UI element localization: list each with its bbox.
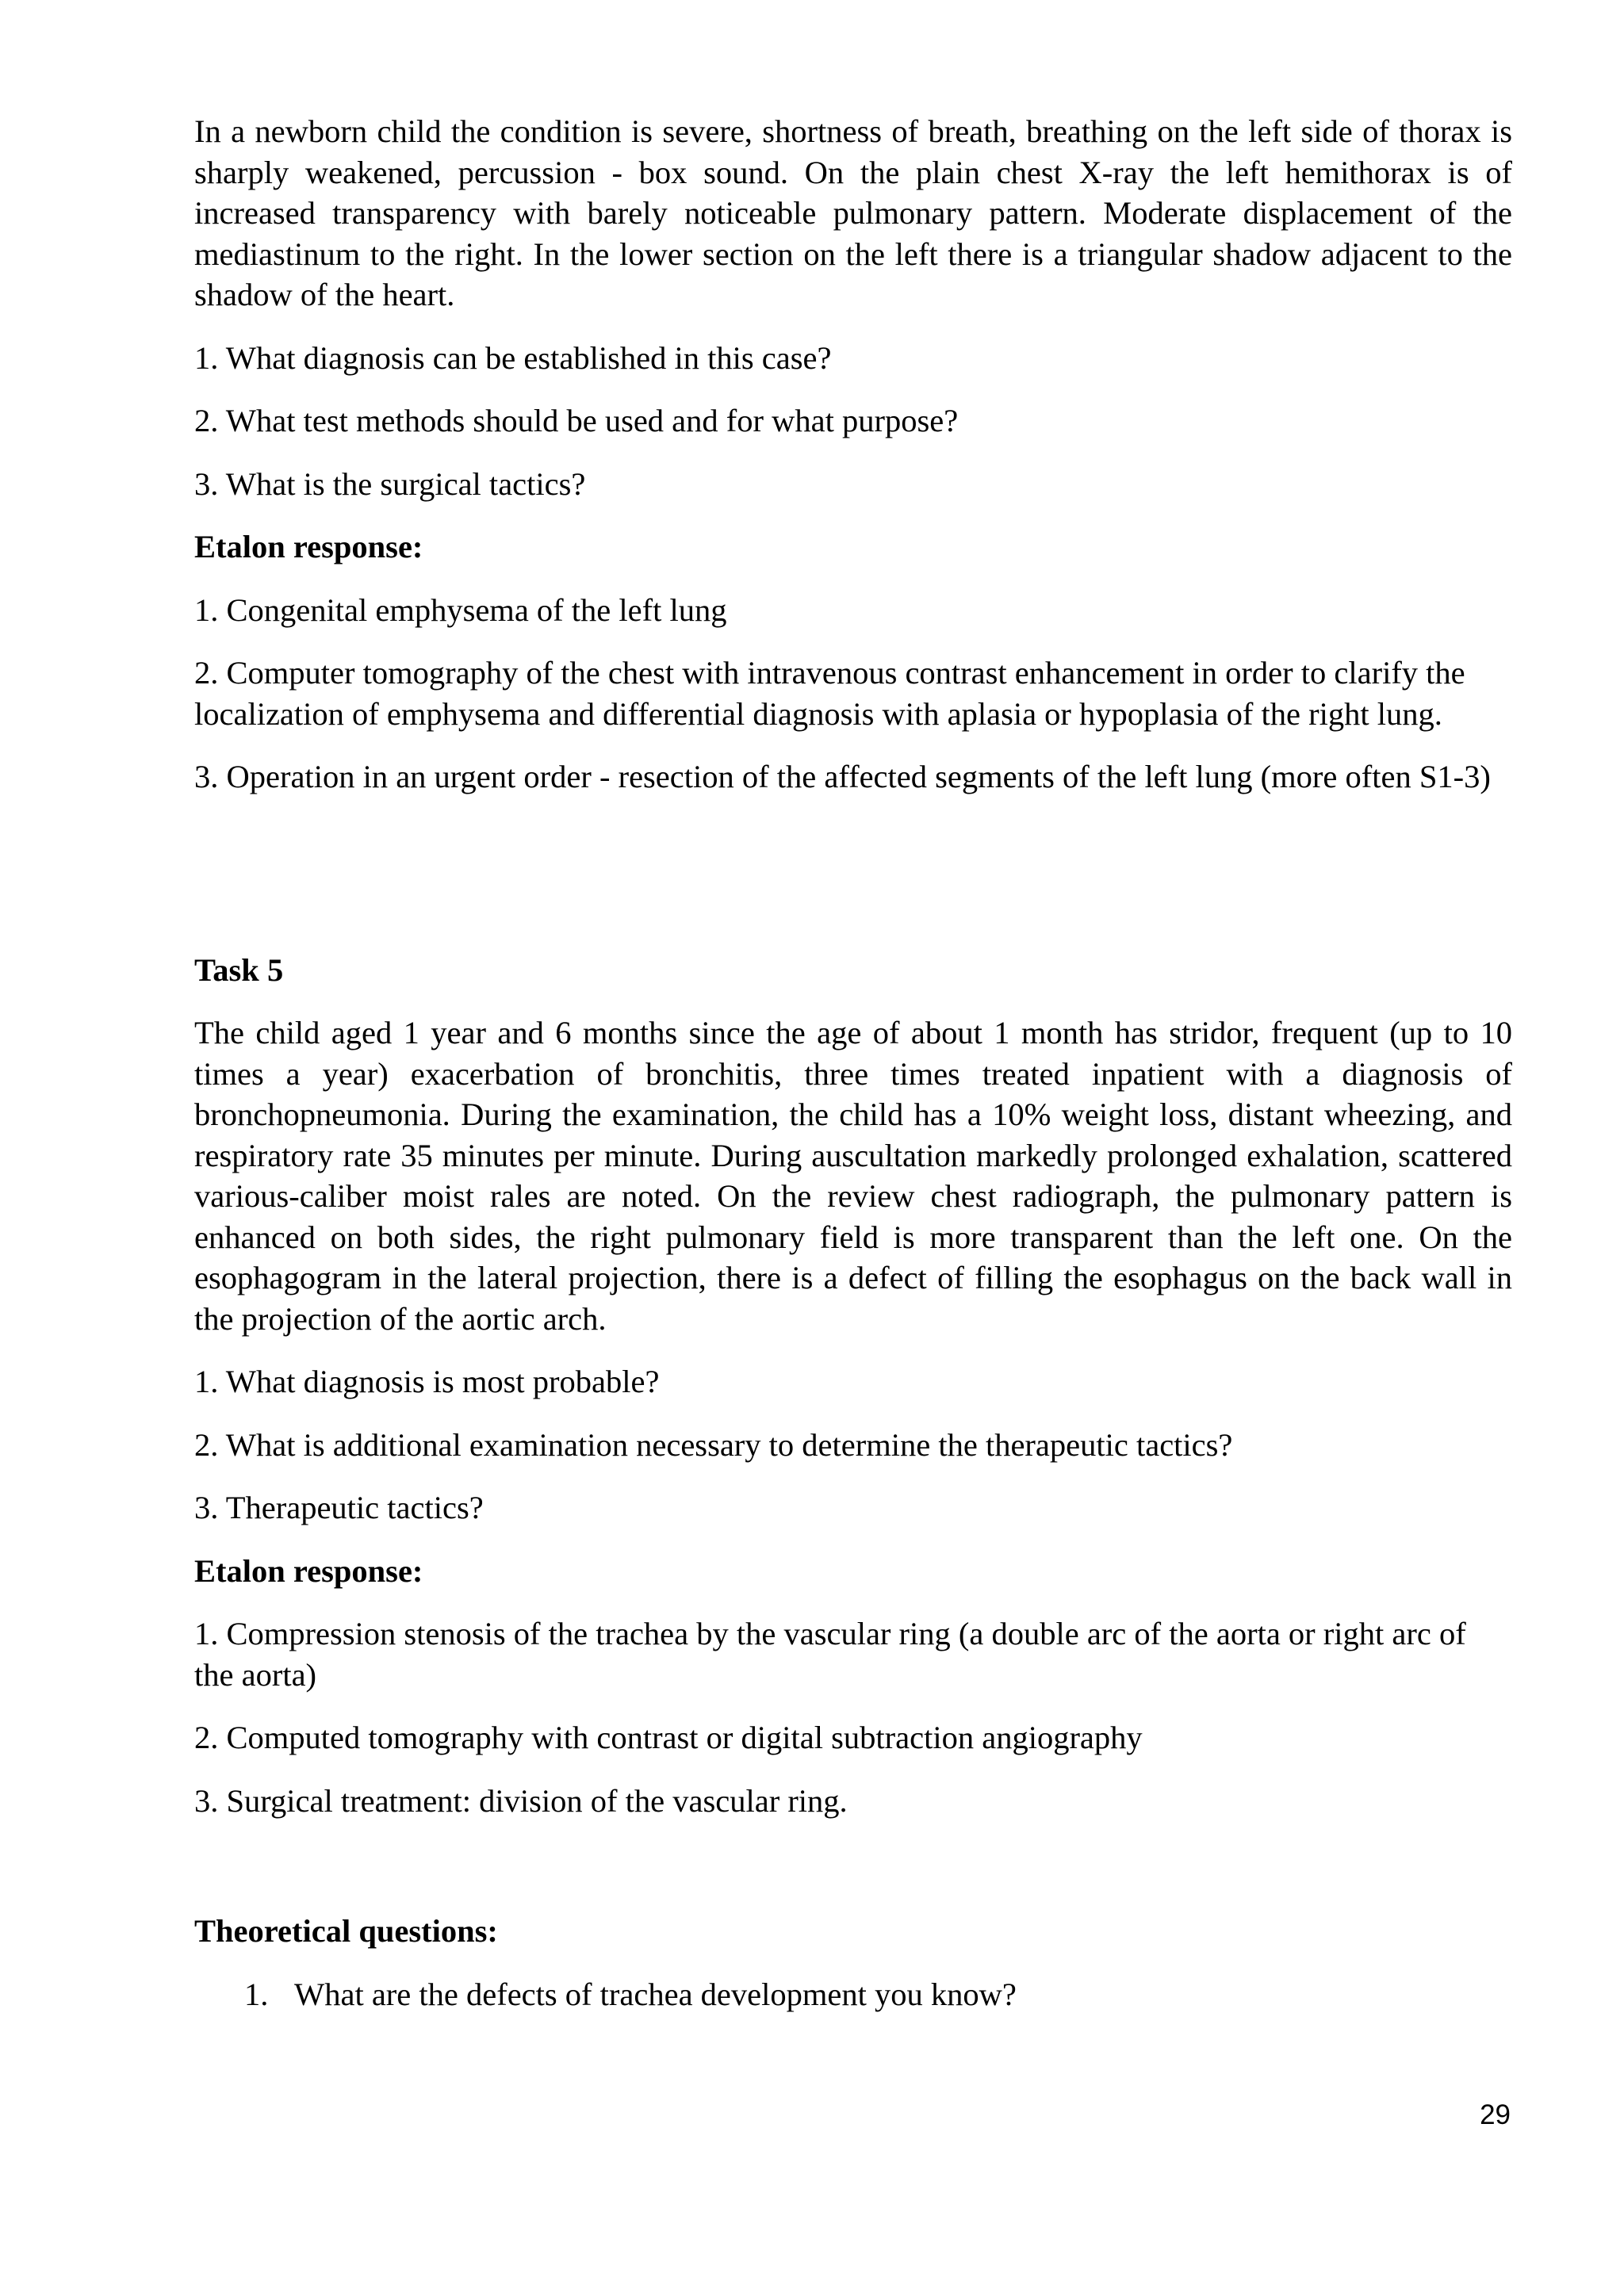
task4-answer-2: 2. Computer tomography of the chest with intravenous contrast enhancement in order to clarify the localization of emphysema and differential diagnosis with aplasia or hypoplasia of the right lung. [194,655,1465,732]
task4-question-2: 2. What test methods should be used and for what purpose? [194,403,959,438]
task5-question-3: 3. Therapeutic tactics? [194,1490,484,1525]
task5-question-2: 2. What is additional examination necessary to determine the therapeutic tactics? [194,1426,1233,1463]
task4-question-1: 1. What diagnosis can be established in this case? [194,339,832,376]
task5-answer-2: 2. Computed tomography with contrast or digital subtraction angiography [194,1720,1143,1755]
theoretical-questions-heading: Theoretical questions: [194,1913,498,1949]
task5-heading: Task 5 [194,951,284,988]
document-page [194,111,1512,2015]
task4-answer-3: 3. Operation in an urgent order - resection of the affected segments of the left lung (more often S1-3) [194,759,1491,794]
list-item [244,1974,1512,2015]
task4-response-heading: Etalon response: [194,529,423,564]
task5-response-heading: Etalon response: [194,1552,423,1589]
page-number: 29 [1480,2099,1511,2130]
task5-question-1: 1. What diagnosis is most probable? [194,1364,660,1399]
theoretical-questions-list [194,1974,1512,2015]
task4-case-text: In a newborn child the condition is severe, shortness of breath, breathing on the left side of thorax is sharply weakened, percussion - box sound. On the plain chest X-ray the left hemithorax is of increased transparency with barely noticeable pulmonary pattern. Moderate displacement of the mediastinum to the right. In the lower section on the left there is a triangular shadow adjacent to the shadow of the heart. [194,113,1512,312]
list-item-number: 1. [244,1976,269,2012]
task4-answer-1: 1. Congenital emphysema of the left lung [194,591,727,628]
list-item-text: What are the defects of trachea development you know? [294,1976,1017,2012]
task4-question-3: 3. What is the surgical tactics? [194,465,586,502]
task5-answer-1: 1. Compression stenosis of the trachea by the vascular ring (a double arc of the aorta or right arc of the aorta) [194,1616,1466,1693]
task5-answer-3: 3. Surgical treatment: division of the vascular ring. [194,1782,848,1819]
task5-case-text: The child aged 1 year and 6 months since the age of about 1 month has stridor, frequent (up to 10 times a year) exacerbation of bronchitis, three times treated inpatient with a diagnosis of bronchopneumonia. During the examination, the child has a 10% weight loss, distant wheezing, and respiratory rate 35 minutes per minute. During auscultation markedly prolonged exhalation, scattered various-caliber moist rales are noted. On the review chest radiograph, the pulmonary pattern is enhanced on both sides, the right pulmonary field is more transparent than the left one. On the esophagogram in the lateral projection, there is a defect of filling the esophagus on the back wall in the projection of the aortic arch. [194,1015,1512,1337]
